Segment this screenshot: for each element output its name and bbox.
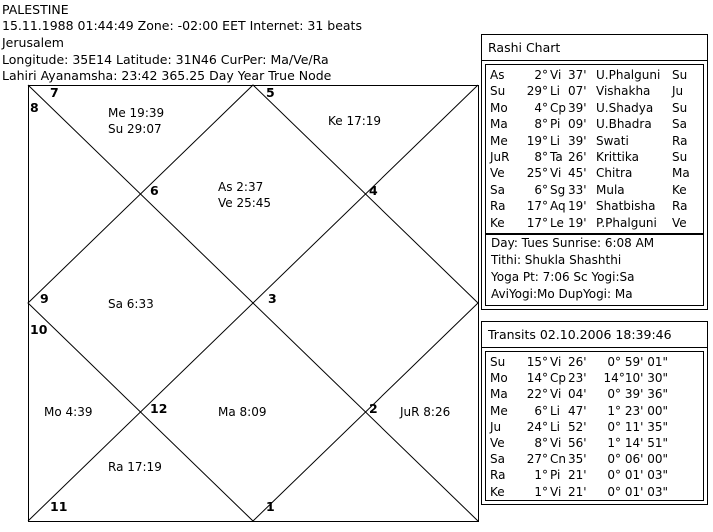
rashi-cell-min: 39' [568,100,587,115]
rashi-cell-deg: 6° [534,182,548,197]
rashi-chart-title: Rashi Chart [482,35,707,61]
rashi-cell-deg: 17° [526,215,548,230]
transit-cell-deg: 27° [526,452,548,467]
transit-cell-speed: 0° 06' 00" [607,452,668,467]
rashi-cell-lord: Su [672,150,688,164]
rashi-cell-sign: Pi [550,117,561,132]
transit-cell-sign: Cn [550,452,566,467]
transits-title: Transits 02.10.2006 18:39:46 [482,322,707,348]
transit-cell-deg: 1° [534,484,548,499]
transit-cell-planet: Me [490,403,508,418]
transit-row [486,370,703,386]
transits-panel [481,321,708,505]
birth-datetime: 15.11.1988 01:44:49 Zone: -02:00 EET Internet: 31 beats [2,18,362,33]
transit-cell-sign: Li [550,419,561,434]
rashi-cell-lord: Ra [672,199,688,214]
rashi-cell-nak: Chitra [596,166,633,181]
transit-cell-deg: 22° [526,387,548,402]
coordinates: Longitude: 35E14 Latitude: 31N46 CurPer: Ma/Ve/Ra [2,52,329,67]
planet-rahu: Ra 17:19 [108,460,162,474]
transit-cell-min: 21' [568,468,587,483]
transit-cell-min: 35' [568,452,587,467]
rashi-row [486,100,703,116]
transit-cell-min: 56' [568,436,587,450]
rashi-cell-sign: Vi [550,68,562,82]
rashi-cell-min: 19' [568,215,587,230]
transit-cell-planet: Mo [490,371,508,386]
transit-cell-sign: Cp [550,371,566,386]
house-number-6: 6 [150,183,159,198]
transit-row [486,354,703,370]
rashi-cell-deg: 8° [534,117,548,132]
rashi-cell-min: 37' [568,68,587,82]
rashi-cell-sign: Cp [550,100,566,115]
rashi-cell-nak: U.Bhadra [596,117,652,132]
avi-dup-yogi: AviYogi:Mo DupYogi: Ma [491,287,633,301]
rashi-cell-nak: Vishakha [596,84,651,99]
rashi-cell-min: 39' [568,133,587,148]
rashi-cell-lord: Ma [672,166,690,181]
house-number-12: 12 [150,401,168,416]
transit-cell-speed: 14°10' 30" [603,371,668,386]
chart-place: PALESTINE [2,2,69,17]
transit-cell-deg: 6° [534,403,548,418]
rashi-cell-min: 19' [568,199,587,214]
rashi-cell-lord: Sa [672,117,687,132]
rashi-row [486,198,703,214]
rashi-cell-lord: Ke [672,182,687,197]
transit-cell-min: 04' [568,387,587,402]
transit-row [486,467,703,483]
rashi-row [486,165,703,181]
rashi-cell-lord: Ju [672,84,684,99]
planet-ascendant: As 2:37 [218,180,264,194]
rashi-cell-planet: Su [490,84,506,99]
rashi-cell-planet: Mo [490,100,508,115]
rashi-cell-planet: As [490,68,505,82]
transit-cell-planet: Su [490,355,506,369]
transit-cell-speed: 1° 14' 51" [607,436,668,450]
house-number-11: 11 [50,499,68,514]
transit-cell-sign: Vi [550,355,562,369]
house-number-7: 7 [50,85,59,100]
house-number-4: 4 [369,183,378,198]
rashi-cell-lord: Ra [672,133,688,148]
transit-row [486,451,703,467]
rashi-cell-sign: Li [550,133,561,148]
rashi-cell-min: 33' [568,182,587,197]
ayanamsha-info: Lahiri Ayanamsha: 23:42 365.25 Day Year True Node [2,68,332,83]
rashi-cell-nak: Krittika [596,150,639,164]
planet-ketu: Ke 17:19 [328,114,382,128]
house-number-2: 2 [369,401,378,416]
transit-row [486,386,703,402]
rashi-cell-planet: Sa [490,182,505,197]
planet-moon: Mo 4:39 [44,405,93,419]
rashi-cell-min: 45' [568,166,587,181]
rashi-row [486,182,703,198]
rashi-cell-nak: U.Shadya [596,100,654,115]
transit-cell-deg: 1° [534,468,548,483]
transit-cell-min: 23' [568,371,587,386]
transit-row [486,403,703,419]
transit-cell-speed: 0° 59' 01" [607,355,668,369]
rashi-cell-sign: Sg [550,182,566,197]
transit-cell-speed: 1° 23' 00" [607,403,668,418]
transit-cell-min: 26' [568,355,587,369]
panchang-box [485,234,704,306]
rashi-cell-deg: 4° [534,100,548,115]
transit-row [486,419,703,435]
yoga-point: Yoga Pt: 7:06 Sc Yogi:Sa [491,270,635,284]
transit-cell-sign: Vi [550,484,562,499]
rashi-cell-deg: 8° [534,150,548,164]
transit-cell-speed: 0° 01' 03" [607,484,668,499]
transit-cell-sign: Vi [550,387,562,402]
rashi-row [486,83,703,99]
transit-cell-planet: Ma [490,387,508,402]
transit-cell-min: 52' [568,419,587,434]
rashi-cell-nak: U.Phalguni [596,68,661,82]
transit-row [486,435,703,451]
rashi-table [485,64,704,234]
rashi-cell-deg: 19° [526,133,548,148]
rashi-cell-min: 07' [568,84,587,99]
rashi-row [486,215,703,231]
transit-cell-min: 47' [568,403,587,418]
tithi: Tithi: Shukla Shashthi [491,253,622,267]
planet-mercury: Me 19:39 [108,106,165,120]
transit-cell-planet: Ju [490,419,502,434]
transits-table [485,351,704,501]
transit-cell-deg: 14° [526,371,548,386]
transit-cell-planet: Ke [490,484,505,499]
rashi-cell-planet: Ve [490,166,505,181]
house-number-9: 9 [40,291,49,306]
rashi-cell-planet: JuR [490,150,510,164]
house-number-8: 8 [30,100,39,115]
house-number-3: 3 [268,291,277,306]
planet-jupiter: JuR 8:26 [400,405,451,419]
rashi-cell-sign: Aq [550,199,566,214]
transit-cell-speed: 0° 11' 35" [607,419,668,434]
birth-city: Jerusalem [2,35,64,50]
rashi-row [486,149,703,165]
transit-cell-planet: Sa [490,452,505,467]
transit-row [486,484,703,500]
rashi-cell-nak: P.Phalguni [596,215,657,230]
transit-cell-deg: 24° [526,419,548,434]
rashi-cell-deg: 17° [526,199,548,214]
rashi-cell-lord: Ve [672,215,687,230]
rashi-row [486,67,703,83]
rashi-cell-planet: Ra [490,199,506,214]
rashi-cell-lord: Su [672,68,688,82]
transit-cell-speed: 0° 01' 03" [607,468,668,483]
rashi-cell-deg: 29° [526,84,548,99]
house-number-1: 1 [266,499,275,514]
day-sunrise: Day: Tues Sunrise: 6:08 AM [491,236,655,250]
rashi-row [486,133,703,149]
transit-cell-speed: 0° 39' 36" [607,387,668,402]
rashi-cell-sign: Le [550,215,564,230]
rashi-cell-planet: Ma [490,117,508,132]
transit-cell-sign: Vi [550,436,562,450]
transit-cell-sign: Li [550,403,561,418]
planet-sun: Su 29:07 [108,122,162,136]
transit-cell-planet: Ve [490,436,505,450]
rashi-cell-planet: Me [490,133,508,148]
rashi-cell-nak: Mula [596,182,625,197]
rashi-cell-lord: Su [672,100,688,115]
rashi-cell-min: 26' [568,150,587,164]
planet-saturn: Sa 6:33 [108,297,154,311]
rashi-cell-deg: 2° [534,68,548,82]
planet-venus: Ve 25:45 [218,196,272,210]
rashi-cell-sign: Li [550,84,561,99]
rashi-cell-sign: Vi [550,166,562,181]
rashi-cell-planet: Ke [490,215,505,230]
transit-cell-min: 21' [568,484,587,499]
transit-cell-deg: 8° [534,436,548,450]
rashi-row [486,116,703,132]
rashi-cell-nak: Swati [596,133,629,148]
planet-mars: Ma 8:09 [218,405,267,419]
transit-cell-sign: Pi [550,468,561,483]
rashi-cell-min: 09' [568,117,587,132]
rashi-cell-nak: Shatbisha [596,199,656,214]
transit-cell-planet: Ra [490,468,506,483]
house-number-10: 10 [30,322,48,337]
transit-cell-deg: 15° [526,355,548,369]
rashi-cell-sign: Ta [550,150,563,164]
rashi-cell-deg: 25° [526,166,548,181]
rashi-chart-panel [481,34,708,310]
house-number-5: 5 [266,85,275,100]
